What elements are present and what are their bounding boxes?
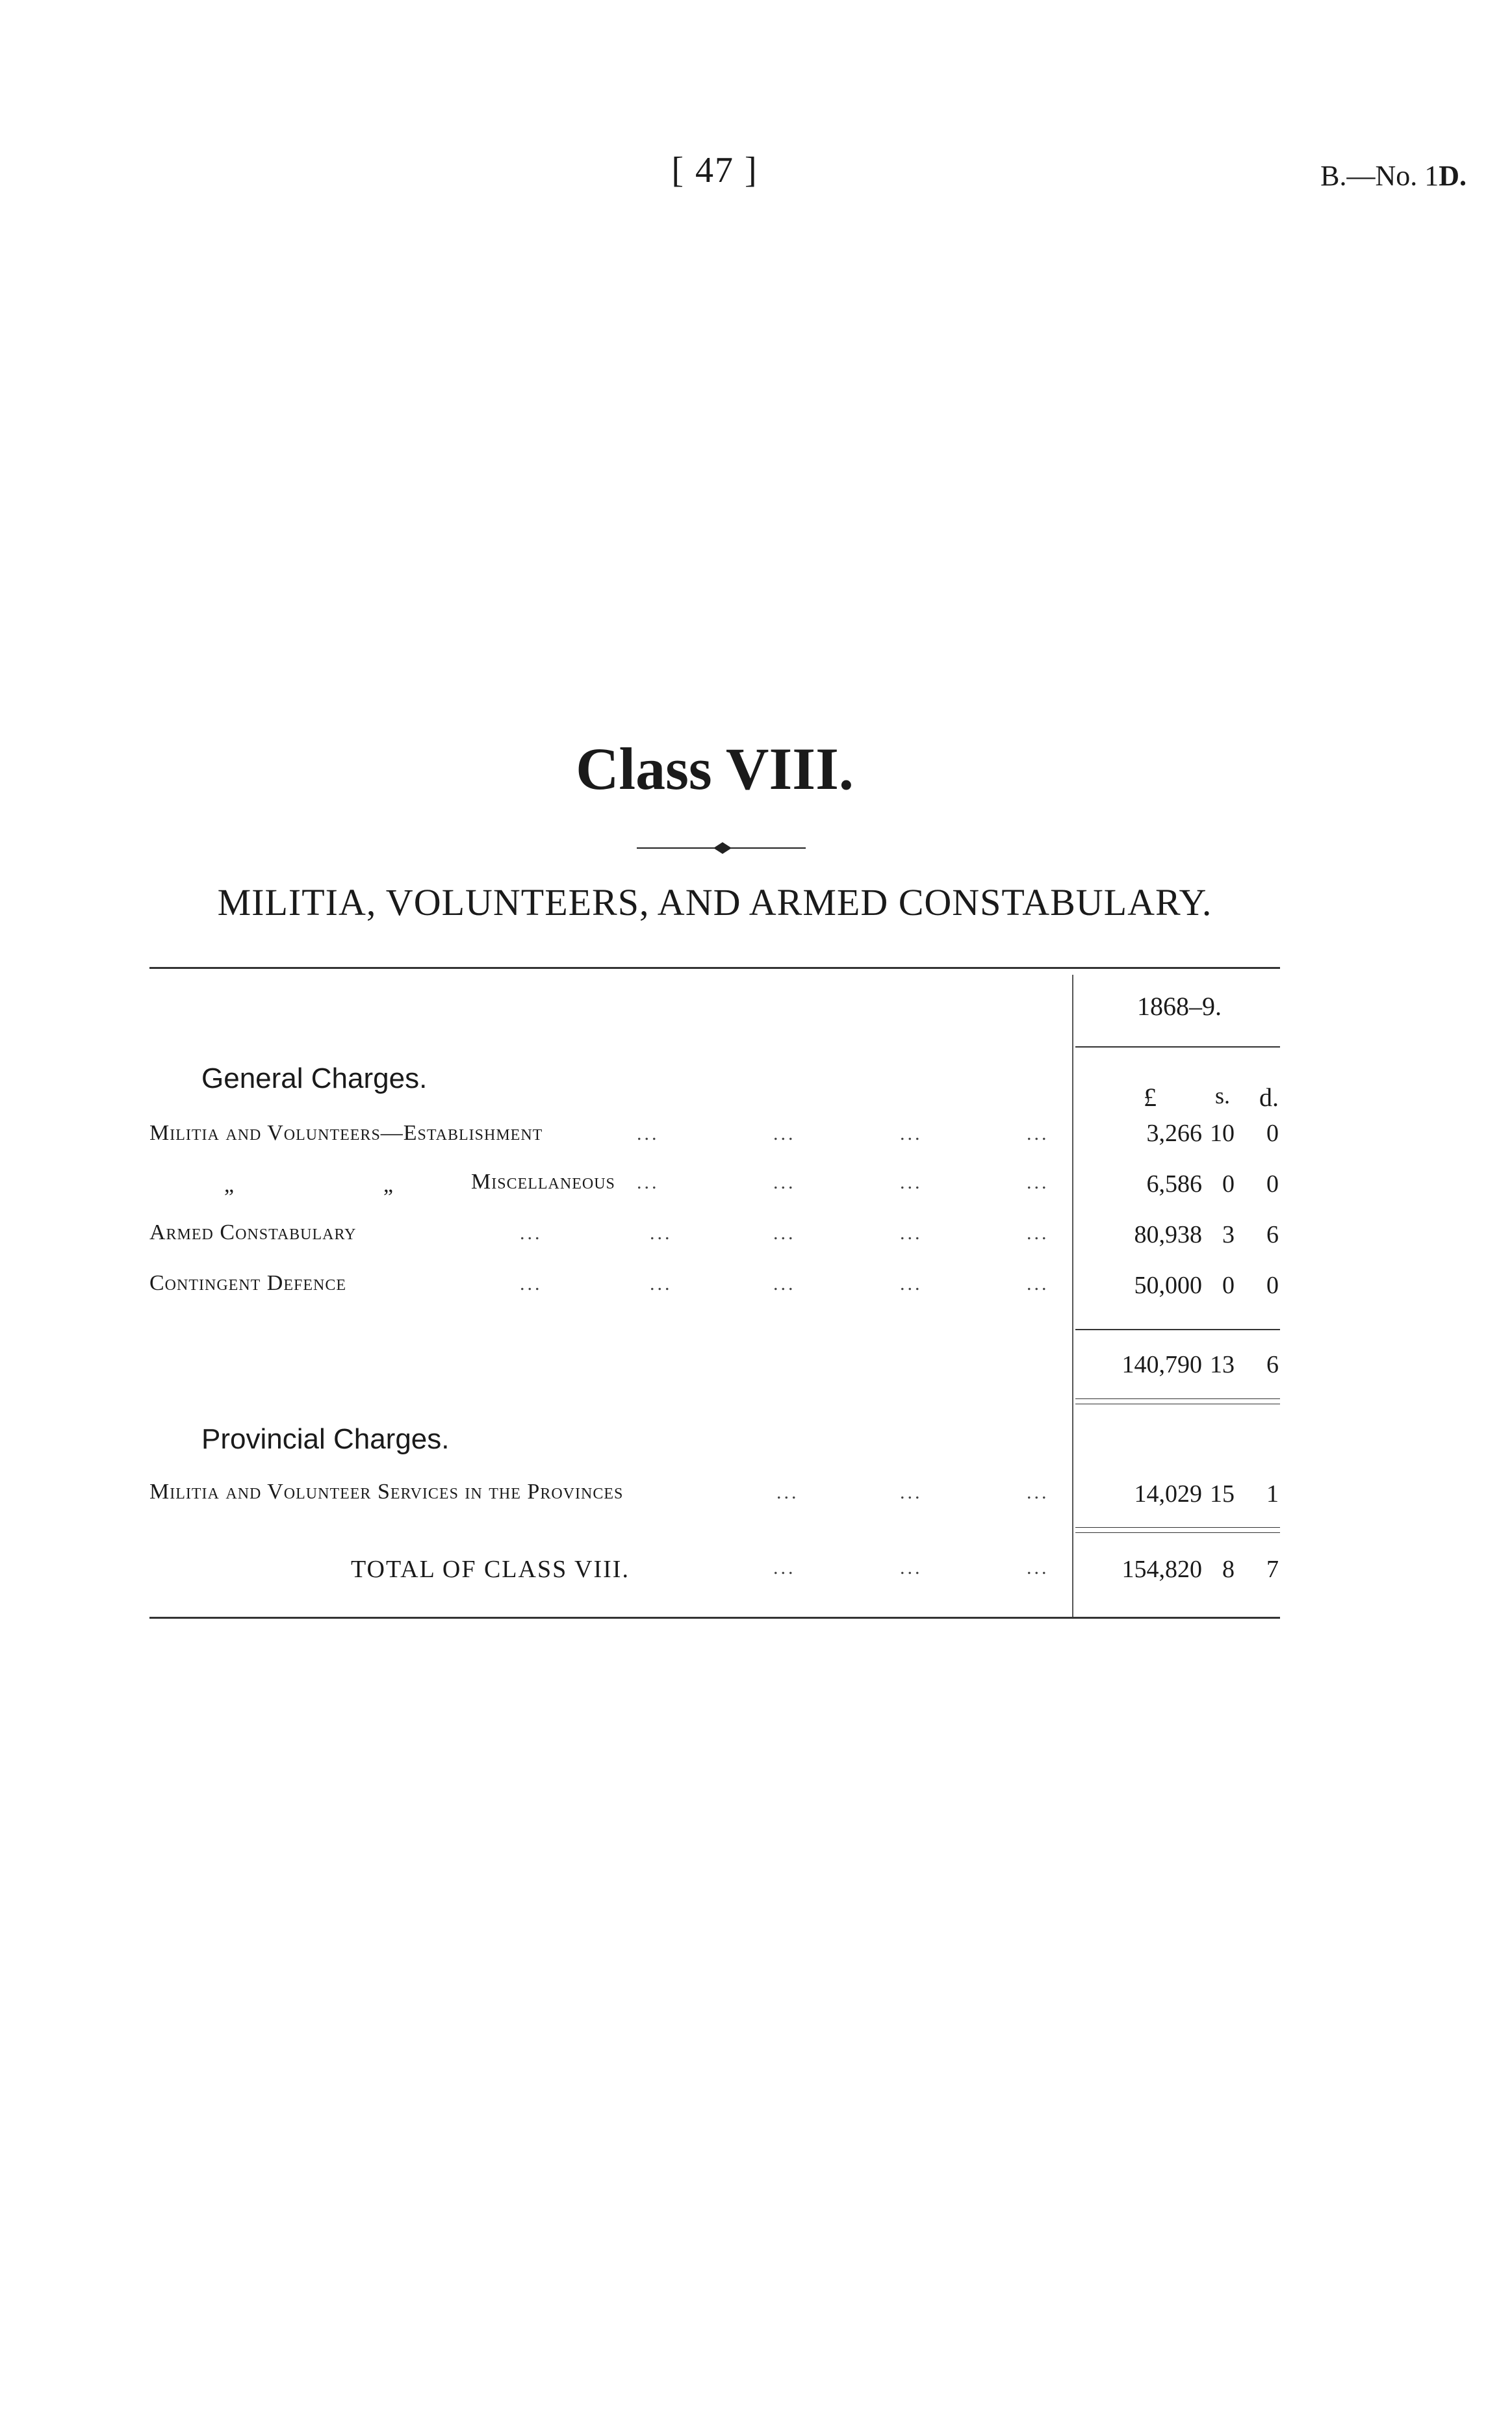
title-ornament-icon bbox=[637, 838, 806, 858]
subtotal-shillings: 13 bbox=[1210, 1351, 1235, 1378]
section-subtitle: MILITIA, VOLUNTEERS, AND ARMED CONSTABULARY. bbox=[217, 881, 1212, 923]
row-label-armed-constabulary: Armed Constabulary bbox=[149, 1220, 357, 1244]
amount-shillings: 0 bbox=[1222, 1272, 1235, 1299]
row-label-provincial-services: Militia and Volunteer Services in the Provinces bbox=[149, 1480, 624, 1504]
subtotal-pence: 6 bbox=[1266, 1351, 1279, 1378]
subtotal-rule bbox=[1075, 1329, 1280, 1330]
amount-pence: 0 bbox=[1266, 1272, 1279, 1299]
total-label: TOTAL OF CLASS VIII. bbox=[351, 1556, 630, 1583]
document-reference bbox=[1320, 159, 1467, 192]
leader-dots: ... bbox=[773, 1123, 796, 1144]
total-shillings: 8 bbox=[1222, 1556, 1235, 1583]
pence-unit-heading: d. bbox=[1259, 1083, 1279, 1112]
leader-dots: ... bbox=[900, 1123, 923, 1144]
total-double-rule-1 bbox=[1075, 1527, 1280, 1528]
general-charges-heading: General Charges. bbox=[201, 1062, 428, 1094]
leader-dots: ... bbox=[637, 1123, 660, 1144]
shillings-unit-heading: s. bbox=[1215, 1083, 1231, 1109]
leader-dots: ... bbox=[637, 1172, 660, 1193]
table-bottom-rule bbox=[149, 1617, 1280, 1619]
pounds-unit-heading: £ bbox=[1144, 1083, 1157, 1112]
leader-dots: ... bbox=[520, 1273, 543, 1294]
amount-shillings: 3 bbox=[1222, 1221, 1235, 1248]
leader-dots: ... bbox=[773, 1222, 796, 1244]
document-reference-main: B.—No. 1 bbox=[1320, 160, 1439, 192]
leader-dots: ... bbox=[773, 1557, 796, 1578]
page-number: [ 47 ] bbox=[671, 150, 758, 190]
leader-dots: ... bbox=[773, 1273, 796, 1294]
leader-dots: ... bbox=[776, 1482, 799, 1503]
leader-dots: ... bbox=[900, 1557, 923, 1578]
amount-pounds: 14,029 bbox=[1134, 1480, 1202, 1508]
leader-dots: ... bbox=[900, 1222, 923, 1244]
leader-dots: ... bbox=[900, 1172, 923, 1193]
total-pounds: 154,820 bbox=[1121, 1556, 1202, 1583]
ditto-mark: „ bbox=[383, 1173, 394, 1197]
amount-shillings: 15 bbox=[1210, 1480, 1235, 1508]
amount-pence: 1 bbox=[1266, 1480, 1279, 1508]
subtotal-pounds: 140,790 bbox=[1121, 1351, 1202, 1378]
table-top-rule bbox=[149, 967, 1280, 969]
leader-dots: ... bbox=[650, 1273, 673, 1294]
amount-shillings: 0 bbox=[1222, 1170, 1235, 1198]
leader-dots: ... bbox=[1027, 1222, 1049, 1244]
amount-pounds: 3,266 bbox=[1146, 1120, 1202, 1147]
row-label-establishment: Militia and Volunteers—Establishment bbox=[149, 1121, 543, 1145]
leader-dots: ... bbox=[1027, 1123, 1049, 1144]
class-title: Class VIII. bbox=[576, 736, 854, 802]
year-heading-rule bbox=[1075, 1046, 1280, 1048]
amount-pounds: 80,938 bbox=[1134, 1221, 1202, 1248]
year-heading: 1868–9. bbox=[1137, 992, 1222, 1021]
amount-pence: 0 bbox=[1266, 1170, 1279, 1198]
leader-dots: ... bbox=[900, 1273, 923, 1294]
amount-pence: 6 bbox=[1266, 1221, 1279, 1248]
total-pence: 7 bbox=[1266, 1556, 1279, 1583]
leader-dots: ... bbox=[1027, 1273, 1049, 1294]
subtotal-double-rule-1 bbox=[1075, 1398, 1280, 1399]
amount-shillings: 10 bbox=[1210, 1120, 1235, 1147]
leader-dots: ... bbox=[1027, 1482, 1049, 1503]
leader-dots: ... bbox=[650, 1222, 673, 1244]
provincial-charges-heading: Provincial Charges. bbox=[201, 1423, 450, 1455]
row-label-contingent-defence: Contingent Defence bbox=[149, 1271, 347, 1295]
leader-dots: ... bbox=[773, 1172, 796, 1193]
amount-pounds: 50,000 bbox=[1134, 1272, 1202, 1299]
ditto-mark: „ bbox=[224, 1173, 235, 1197]
leader-dots: ... bbox=[1027, 1172, 1049, 1193]
leader-dots: ... bbox=[520, 1222, 543, 1244]
leader-dots: ... bbox=[1027, 1557, 1049, 1578]
row-label-miscellaneous: Miscellaneous bbox=[471, 1170, 615, 1194]
leader-dots: ... bbox=[900, 1482, 923, 1503]
amount-pence: 0 bbox=[1266, 1120, 1279, 1147]
amount-pounds: 6,586 bbox=[1146, 1170, 1202, 1198]
document-reference-suffix: D. bbox=[1439, 160, 1467, 192]
total-double-rule-2 bbox=[1075, 1532, 1280, 1533]
